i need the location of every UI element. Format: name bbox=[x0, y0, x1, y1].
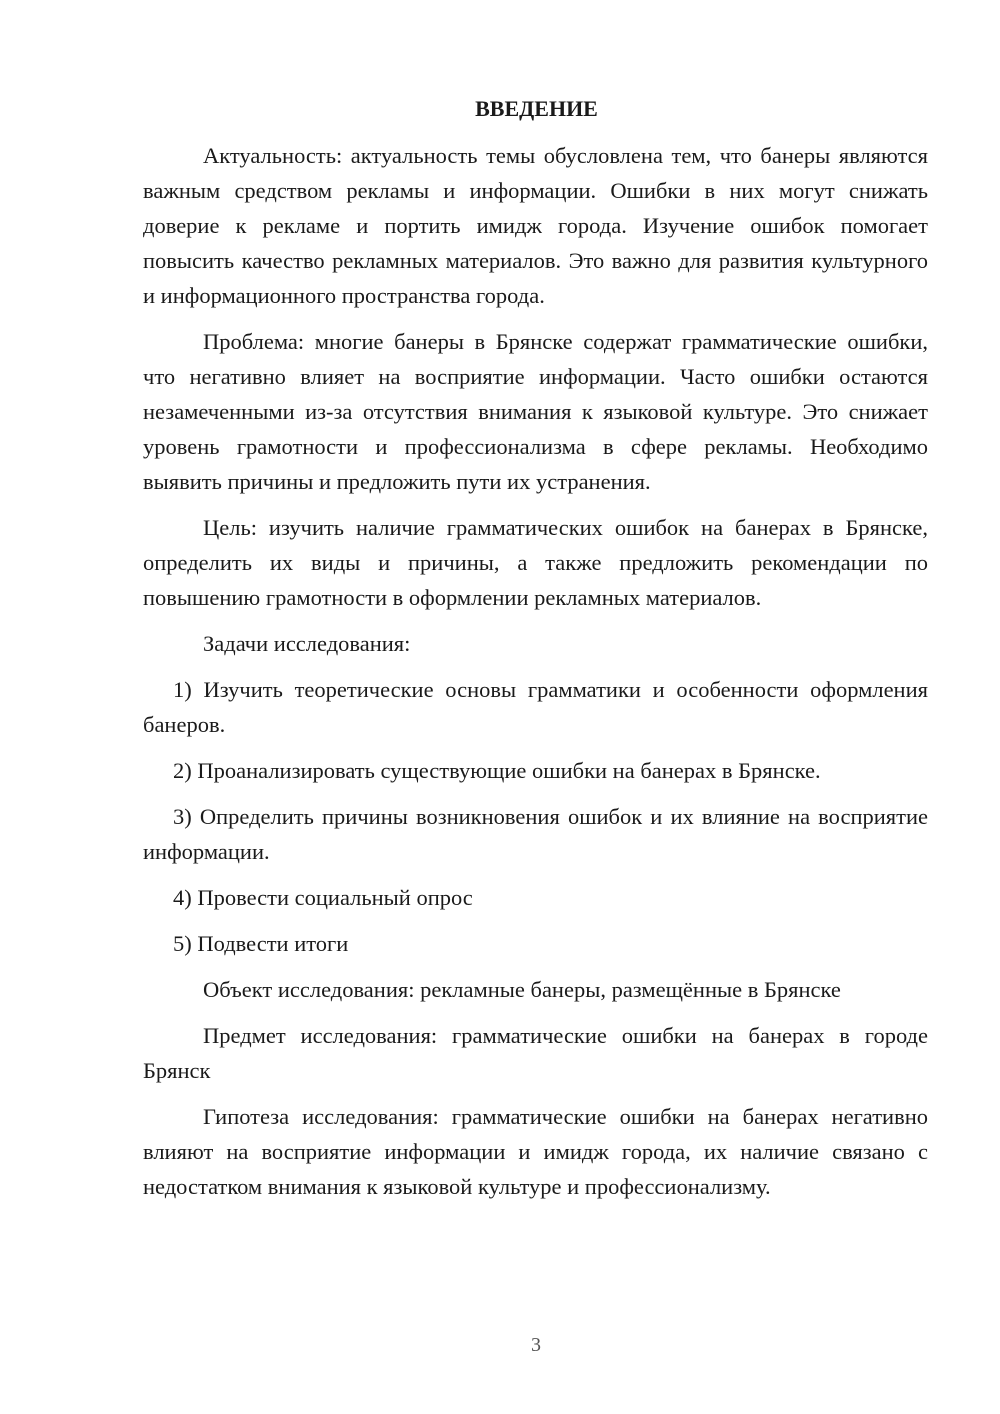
object-paragraph: Объект исследования: рекламные банеры, размещённые в Брянске bbox=[203, 977, 841, 1002]
relevance-paragraph: Актуальность: актуальность темы обусловлена тем, что банеры являются важным средством рекламы и информации. Ошибки в них могут снижать доверие к рекламе и портить имидж города. Изучение ошибок помогает повысить качество рекламных материалов. Это важно для развития культурного и информационного пространства города. bbox=[143, 143, 928, 308]
page-content bbox=[143, 94, 928, 1215]
task-item-5: 5) Подвести итоги bbox=[173, 931, 349, 956]
section-heading: ВВЕДЕНИЕ bbox=[475, 96, 598, 121]
hypothesis-paragraph: Гипотеза исследования: грамматические ошибки на банерах негативно влияют на восприятие информации и имидж города, их наличие связано с недостатком внимания к языковой культуре и профессионализму. bbox=[143, 1104, 928, 1199]
page-number: 3 bbox=[531, 1334, 541, 1356]
subject-paragraph: Предмет исследования: грамматические ошибки на банерах в городе Брянск bbox=[143, 1023, 928, 1083]
task-item-1: 1) Изучить теоретические основы грамматики и особенности оформления банеров. bbox=[143, 677, 928, 737]
problem-paragraph: Проблема: многие банеры в Брянске содержат грамматические ошибки, что негативно влияет на восприятие информации. Часто ошибки остаются незамеченными из-за отсутствия внимания к языковой культуре. Это снижает уровень грамотности и профессионализма в сфере рекламы. Необходимо выявить причины и предложить пути их устранения. bbox=[143, 329, 928, 494]
goal-paragraph: Цель: изучить наличие грамматических ошибок на банерах в Брянске, определить их виды и причины, а также предложить рекомендации по повышению грамотности в оформлении рекламных материалов. bbox=[143, 515, 928, 610]
task-item-3: 3) Определить причины возникновения ошибок и их влияние на восприятие информации. bbox=[143, 804, 928, 864]
task-item-4: 4) Провести социальный опрос bbox=[173, 885, 473, 910]
tasks-heading: Задачи исследования: bbox=[203, 631, 411, 656]
task-item-2: 2) Проанализировать существующие ошибки на банерах в Брянске. bbox=[173, 758, 821, 783]
